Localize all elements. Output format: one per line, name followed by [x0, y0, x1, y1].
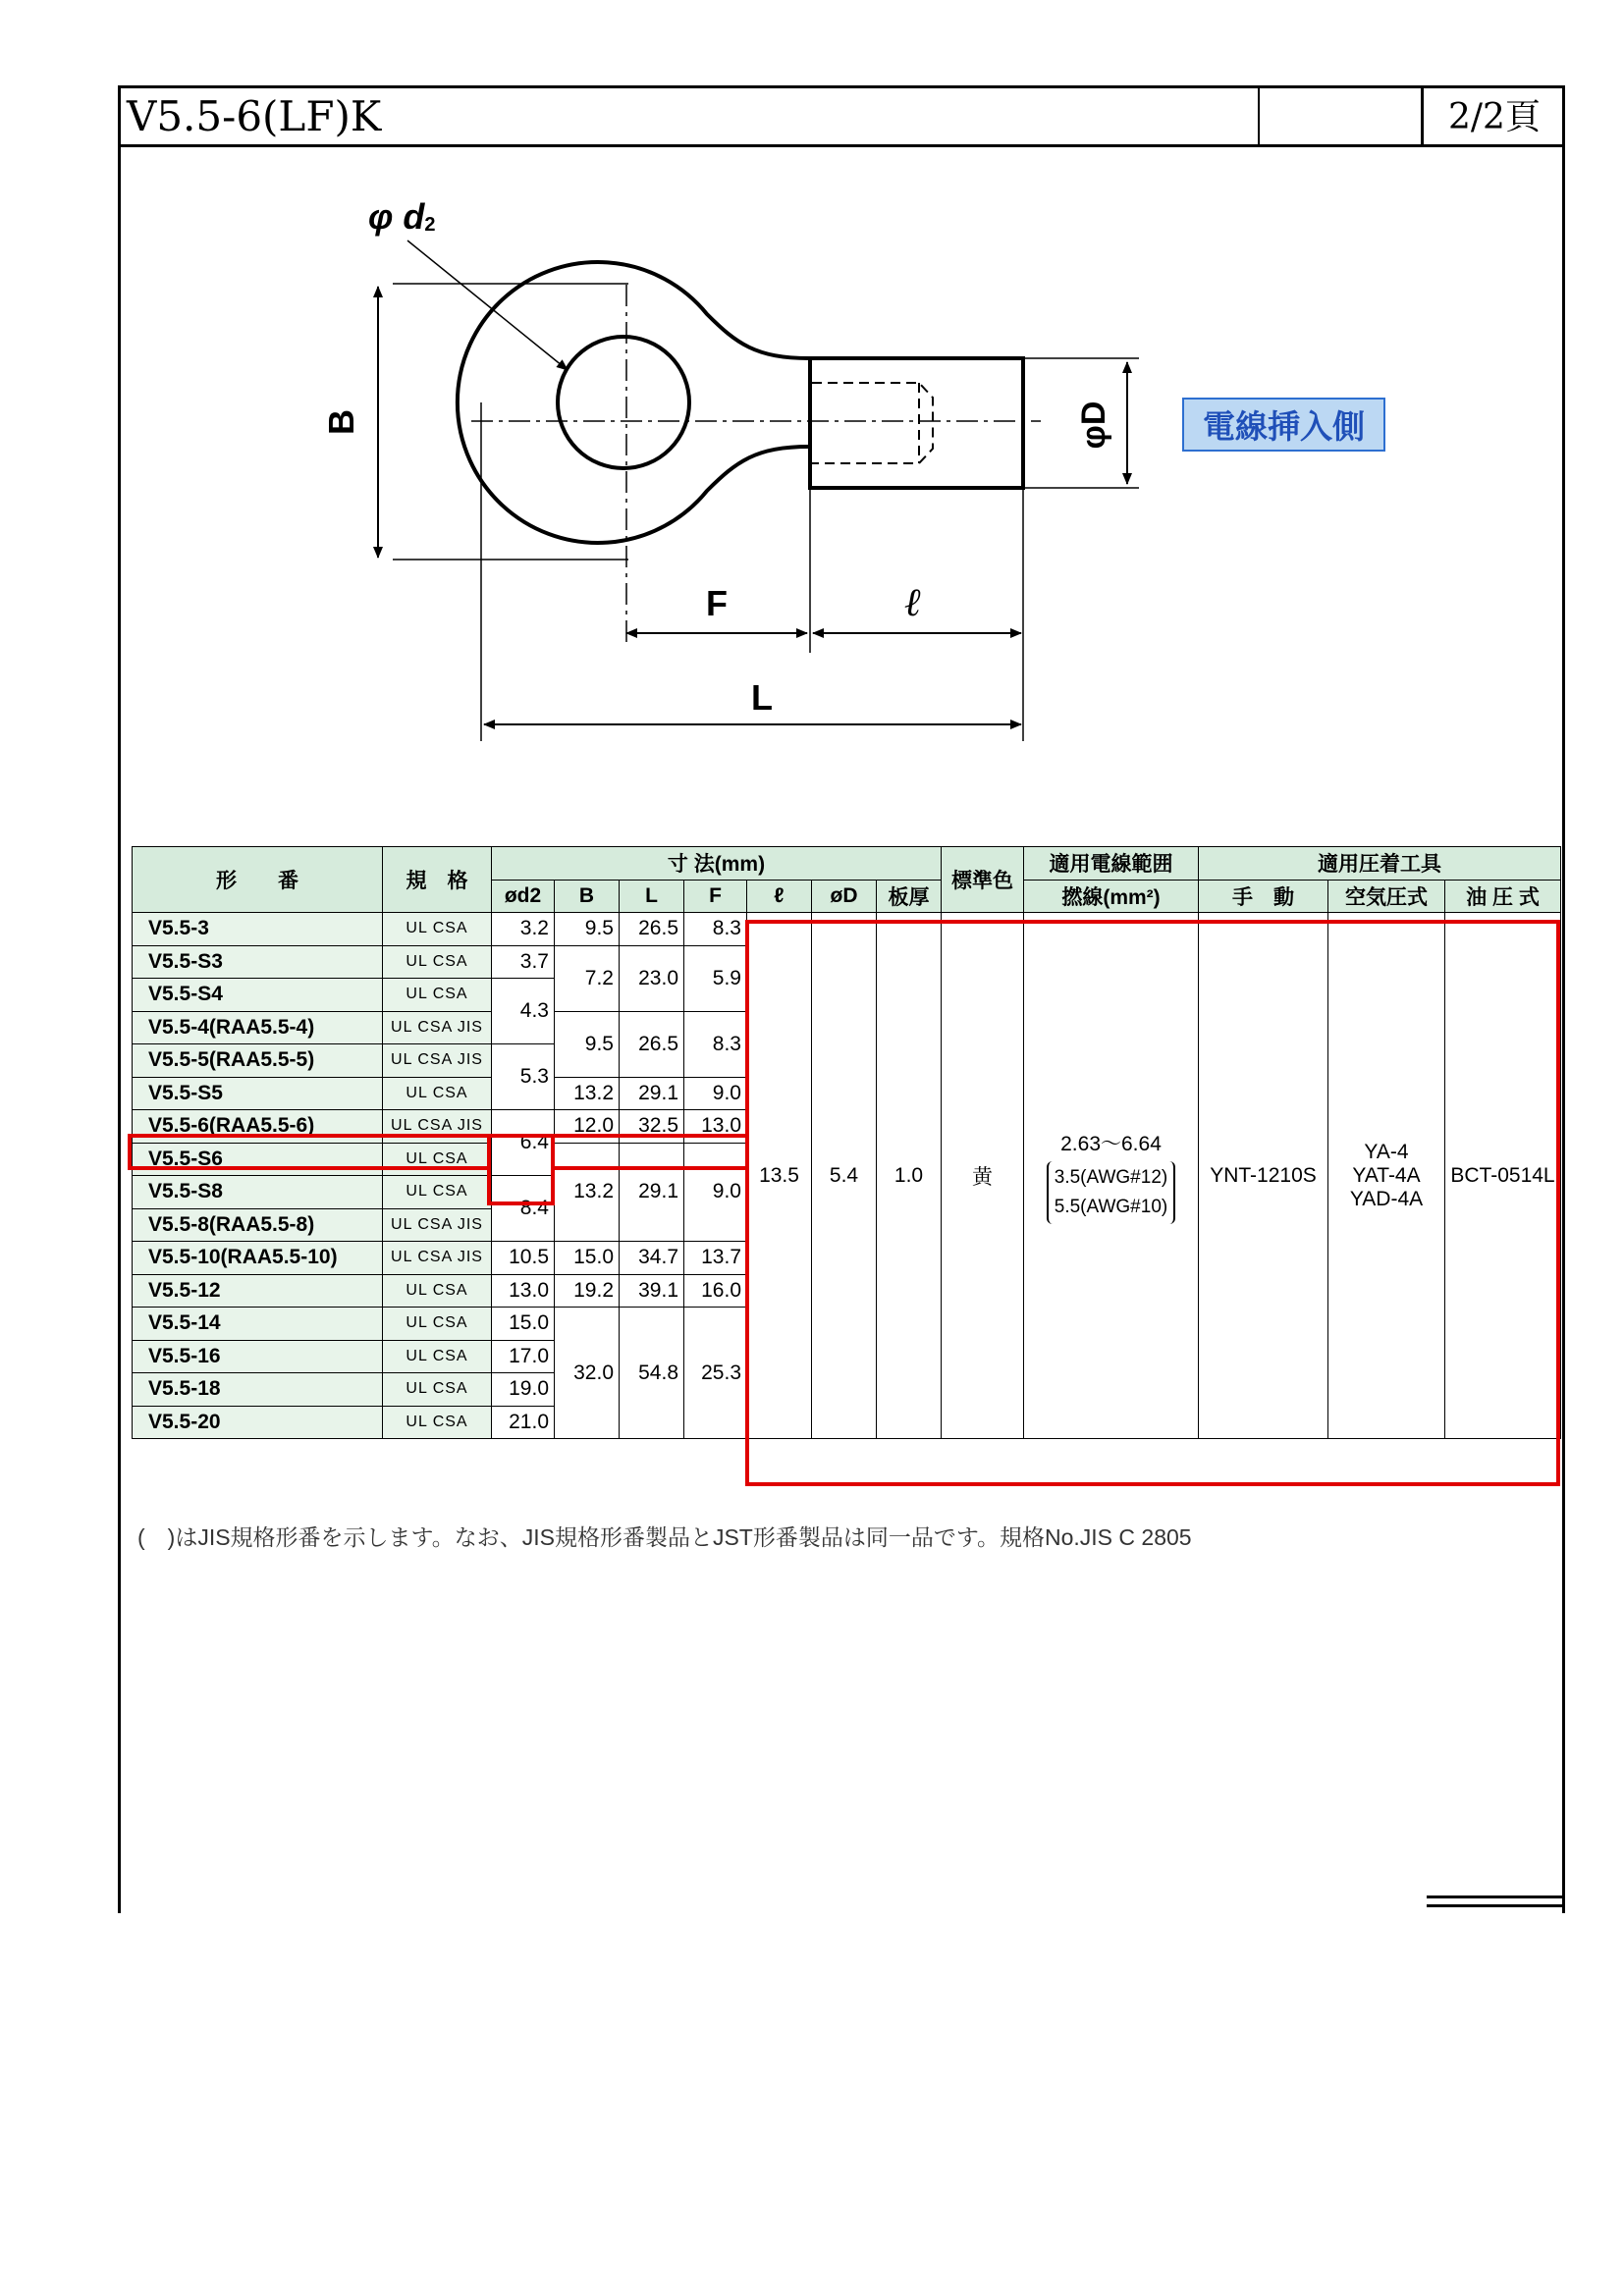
- B-cell: 15.0: [555, 1242, 620, 1275]
- terminal-barrel: [810, 358, 1023, 488]
- header-d2: ød2: [492, 880, 555, 913]
- label-B: B: [321, 409, 361, 435]
- highlight-common-block: [745, 920, 1560, 1486]
- header-l: ℓ: [747, 880, 812, 913]
- standard-cell: UL CSA JIS: [383, 1208, 492, 1242]
- B-cell: 9.5: [555, 1011, 620, 1077]
- standard-cell: UL CSA: [383, 1077, 492, 1110]
- label-F: F: [706, 583, 728, 623]
- d2-cell: 19.0: [492, 1373, 555, 1407]
- model-cell: V5.5-14: [133, 1308, 383, 1341]
- F-cell: 13.7: [684, 1242, 747, 1275]
- thickness-cell: 1.0: [877, 913, 942, 1439]
- terminal-hole: [558, 337, 689, 468]
- title-row: [118, 85, 1565, 147]
- standard-cell: UL CSA JIS: [383, 1044, 492, 1078]
- model-cell: V5.5-10(RAA5.5-10): [133, 1242, 383, 1275]
- d2-cell: 15.0: [492, 1308, 555, 1341]
- frame-right-border: [1562, 85, 1565, 1913]
- header-hydraulic: 油 圧 式: [1445, 880, 1561, 913]
- dim-d2-leader: [407, 240, 568, 370]
- d2-cell: 21.0: [492, 1406, 555, 1439]
- air-tool: YAT-4A: [1352, 1163, 1421, 1187]
- B-cell: 12.0: [555, 1110, 620, 1144]
- wire-range-value: 2.63～6.64: [1060, 1132, 1162, 1155]
- L-cell: 29.1: [620, 1143, 684, 1242]
- F-cell: 5.9: [684, 945, 747, 1011]
- model-cell: V5.5-16: [133, 1340, 383, 1373]
- standard-cell: UL CSA: [383, 945, 492, 979]
- hydraulic-tool-cell: BCT-0514L: [1445, 913, 1561, 1439]
- standard-cell: UL CSA: [383, 1143, 492, 1176]
- B-cell: 19.2: [555, 1274, 620, 1308]
- L-cell: 34.7: [620, 1242, 684, 1275]
- header-F: F: [684, 880, 747, 913]
- B-cell: 32.0: [555, 1308, 620, 1439]
- model-cell: V5.5-4(RAA5.5-4): [133, 1011, 383, 1044]
- highlight-dims-row: [551, 1134, 749, 1170]
- header-standard: 規 格: [383, 847, 492, 913]
- L-cell: 26.5: [620, 1011, 684, 1077]
- footer-line: [1427, 1896, 1565, 1898]
- manual-tool-cell: YNT-1210S: [1199, 913, 1328, 1439]
- footnote: ( )はJIS規格形番を示します。なお、JIS規格形番製品とJST形番製品は同一品です。規格No.JIS C 2805: [137, 1524, 1192, 1550]
- standard-cell: UL CSA: [383, 1373, 492, 1407]
- model-cell: V5.5-5(RAA5.5-5): [133, 1044, 383, 1078]
- header-manual: 手 動: [1199, 880, 1328, 913]
- d2-cell: 5.3: [492, 1044, 555, 1110]
- awg-12: 3.5(AWG#12): [1054, 1166, 1168, 1188]
- F-cell: 8.3: [684, 1011, 747, 1077]
- B-cell: 13.2: [555, 1143, 620, 1242]
- model-cell: V5.5-S3: [133, 945, 383, 979]
- header-wire-range: 適用電線範囲: [1024, 847, 1199, 881]
- header-air: 空気圧式: [1328, 880, 1445, 913]
- header-model: 形 番: [133, 847, 383, 913]
- page-separator: [1421, 85, 1424, 147]
- color-cell: 黄: [942, 913, 1024, 1439]
- header-dimensions: 寸 法(mm): [492, 847, 942, 881]
- d2-cell: 17.0: [492, 1340, 555, 1373]
- l-cell: 13.5: [747, 913, 812, 1439]
- terminal-outline: [458, 262, 809, 543]
- footer-line: [1427, 1904, 1565, 1907]
- header-thickness: 板厚: [877, 880, 942, 913]
- F-cell: 9.0: [684, 1143, 747, 1242]
- model-cell: V5.5-3: [133, 913, 383, 946]
- standard-cell: UL CSA: [383, 913, 492, 946]
- d2-cell: 10.5: [492, 1242, 555, 1275]
- highlight-model-row: [128, 1134, 491, 1170]
- F-cell: 16.0: [684, 1274, 747, 1308]
- standard-cell: UL CSA: [383, 979, 492, 1012]
- model-cell: V5.5-8(RAA5.5-8): [133, 1208, 383, 1242]
- B-cell: 9.5: [555, 913, 620, 946]
- terminal-drawing: [295, 191, 1112, 751]
- wire-insertion-side-label: 電線挿入側: [1182, 398, 1385, 452]
- header-D: øD: [812, 880, 877, 913]
- highlight-d2-cell: [487, 1134, 555, 1205]
- awg-10: 5.5(AWG#10): [1054, 1196, 1168, 1217]
- standard-cell: UL CSA: [383, 1176, 492, 1209]
- standard-cell: UL CSA JIS: [383, 1110, 492, 1144]
- header-wire-type: 撚線(mm²): [1024, 880, 1199, 913]
- L-cell: 54.8: [620, 1308, 684, 1439]
- d2-cell: 4.3: [492, 979, 555, 1044]
- air-tool: YAD-4A: [1349, 1187, 1424, 1210]
- model-cell: V5.5-20: [133, 1406, 383, 1439]
- d2-cell: 3.7: [492, 945, 555, 979]
- header-tools: 適用圧着工具: [1199, 847, 1561, 881]
- d2-cell: 13.0: [492, 1274, 555, 1308]
- D-cell: 5.4: [812, 913, 877, 1439]
- B-cell: 7.2: [555, 945, 620, 1011]
- label-D: φD: [1075, 400, 1112, 450]
- L-cell: 39.1: [620, 1274, 684, 1308]
- page-number: 2/2頁: [1448, 97, 1541, 137]
- model-cell: V5.5-6(RAA5.5-6): [133, 1110, 383, 1144]
- model-cell: V5.5-S6: [133, 1143, 383, 1176]
- F-cell: 9.0: [684, 1077, 747, 1110]
- d2-cell: 8.4: [492, 1176, 555, 1242]
- L-cell: 23.0: [620, 945, 684, 1011]
- B-cell: 13.2: [555, 1077, 620, 1110]
- F-cell: 13.0: [684, 1110, 747, 1144]
- standard-cell: UL CSA: [383, 1406, 492, 1439]
- model-cell: V5.5-S4: [133, 979, 383, 1012]
- label-l: ℓ: [904, 579, 922, 625]
- standard-cell: UL CSA JIS: [383, 1011, 492, 1044]
- label-L: L: [751, 677, 773, 718]
- model-cell: V5.5-12: [133, 1274, 383, 1308]
- F-cell: 8.3: [684, 913, 747, 946]
- air-tool: YA-4: [1364, 1140, 1409, 1163]
- label-d2: φ d2: [368, 196, 436, 237]
- model-cell: V5.5-S5: [133, 1077, 383, 1110]
- standard-cell: UL CSA: [383, 1308, 492, 1341]
- header-B: B: [555, 880, 620, 913]
- title-separator: [1258, 85, 1260, 147]
- F-cell: 25.3: [684, 1308, 747, 1439]
- L-cell: 26.5: [620, 913, 684, 946]
- document-title: V5.5-6(LF)K: [127, 92, 382, 140]
- header-color: 標準色: [942, 847, 1024, 913]
- model-cell: V5.5-18: [133, 1373, 383, 1407]
- d2-cell: 3.2: [492, 913, 555, 946]
- frame-left-border: [118, 85, 121, 1913]
- header-L: L: [620, 880, 684, 913]
- d2-cell: 6.4: [492, 1110, 555, 1176]
- barrel-inner-dash: [812, 383, 933, 463]
- model-cell: V5.5-S8: [133, 1176, 383, 1209]
- L-cell: 29.1: [620, 1077, 684, 1110]
- L-cell: 32.5: [620, 1110, 684, 1144]
- standard-cell: UL CSA: [383, 1274, 492, 1308]
- standard-cell: UL CSA: [383, 1340, 492, 1373]
- standard-cell: UL CSA JIS: [383, 1242, 492, 1275]
